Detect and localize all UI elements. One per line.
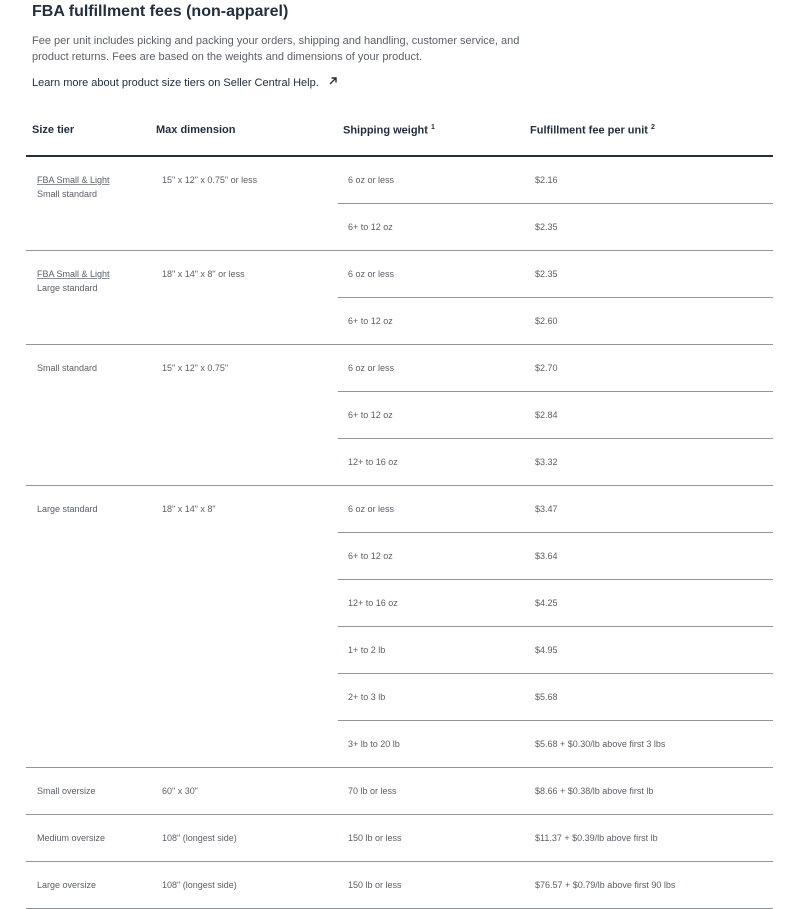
row-divider <box>338 720 773 721</box>
max-dimension-cell: 18" x 14" x 8" <box>162 504 216 514</box>
row-divider <box>338 391 773 392</box>
shipping-weight-cell: 6 oz or less <box>348 175 395 185</box>
size-tier-label: Small standard <box>37 363 98 373</box>
size-tier-cell <box>37 831 105 845</box>
fulfillment-fee-cell: $4.25 <box>535 598 558 608</box>
group-divider <box>26 814 773 815</box>
shipping-weight-cell: 6+ to 12 oz <box>348 551 393 561</box>
page-title: FBA fulfillment fees (non-apparel) <box>32 3 289 20</box>
fulfillment-fee-cell: $2.84 <box>535 410 558 420</box>
shipping-weight-cell: 6 oz or less <box>348 504 395 514</box>
header-shipping-weight-label: Shipping weight <box>343 124 428 137</box>
group-divider <box>26 861 773 862</box>
row-divider <box>338 532 773 533</box>
shipping-weight-cell: 6 oz or less <box>348 363 395 373</box>
fulfillment-fee-cell: $4.95 <box>535 645 558 655</box>
fulfillment-fee-cell: $2.16 <box>535 175 558 185</box>
row-divider <box>338 297 773 298</box>
row-divider <box>338 626 773 627</box>
header-shipping-weight <box>343 124 435 137</box>
max-dimension-cell: 15" x 12" x 0.75" or less <box>162 175 258 185</box>
group-divider <box>26 344 773 345</box>
shipping-weight-cell: 6+ to 12 oz <box>348 222 393 232</box>
shipping-weight-cell: 70 lb or less <box>348 786 397 796</box>
shipping-weight-cell: 2+ to 3 lb <box>348 692 386 702</box>
max-dimension-cell: 108" (longest side) <box>162 880 237 890</box>
max-dimension-cell: 15" x 12" x 0.75" <box>162 363 229 373</box>
header-size-tier: Size tier <box>32 124 75 136</box>
fulfillment-fee-cell: $2.60 <box>535 316 558 326</box>
shipping-weight-cell: 150 lb or less <box>348 833 402 843</box>
shipping-weight-cell: 6 oz or less <box>348 269 395 279</box>
size-tier-label: Small standard <box>37 189 98 199</box>
small-and-light-link[interactable]: FBA Small & Light <box>37 269 110 279</box>
fulfillment-fee-cell: $8.66 + $0.38/lb above first lb <box>535 786 654 796</box>
fulfillment-fee-cell: $2.35 <box>535 269 558 279</box>
fulfillment-fee-cell: $3.32 <box>535 457 558 467</box>
size-tier-cell <box>37 267 110 295</box>
fulfillment-fee-cell: $2.70 <box>535 363 558 373</box>
fulfillment-fee-cell: $3.47 <box>535 504 558 514</box>
row-divider <box>338 673 773 674</box>
shipping-weight-cell: 12+ to 16 oz <box>348 457 398 467</box>
size-tier-cell <box>37 878 96 892</box>
learn-more-text[interactable]: Learn more about product size tiers on Seller Central Help. <box>32 77 319 89</box>
size-tier-label: Large standard <box>37 504 98 514</box>
size-tier-label: Large oversize <box>37 880 97 890</box>
external-link-icon[interactable] <box>328 76 338 86</box>
fee-table-body <box>0 157 801 892</box>
max-dimension-cell: 108" (longest side) <box>162 833 237 843</box>
header-fulfillment-fee-label: Fulfillment fee per unit <box>530 124 648 137</box>
learn-more-link[interactable] <box>32 76 338 89</box>
size-tier-cell <box>37 502 98 516</box>
header-fulfillment-fee <box>530 124 655 137</box>
row-divider <box>338 203 773 204</box>
size-tier-label: Small oversize <box>37 786 96 796</box>
max-dimension-cell: 60" x 30" <box>162 786 198 796</box>
size-tier-cell <box>37 784 96 798</box>
shipping-weight-cell: 6+ to 12 oz <box>348 316 393 326</box>
fulfillment-fee-cell: $2.35 <box>535 222 558 232</box>
size-tier-label: Medium oversize <box>37 833 106 843</box>
shipping-weight-cell: 1+ to 2 lb <box>348 645 386 655</box>
footnote-marker: 1 <box>431 124 435 131</box>
shipping-weight-cell: 3+ lb to 20 lb <box>348 739 400 749</box>
fulfillment-fee-cell: $3.64 <box>535 551 558 561</box>
footnote-marker: 2 <box>651 124 655 131</box>
group-divider <box>26 767 773 768</box>
row-divider <box>338 438 773 439</box>
size-tier-cell <box>37 361 97 375</box>
size-tier-cell <box>37 173 110 201</box>
row-divider <box>338 579 773 580</box>
shipping-weight-cell: 150 lb or less <box>348 880 402 890</box>
size-tier-label: Large standard <box>37 283 98 293</box>
shipping-weight-cell: 6+ to 12 oz <box>348 410 393 420</box>
fee-description: Fee per unit includes picking and packing your orders, shipping and handling, customer service, and product returns. Fees are based on the weights and dimensions of your product. <box>32 35 520 63</box>
shipping-weight-cell: 12+ to 16 oz <box>348 598 398 608</box>
group-divider <box>26 250 773 251</box>
max-dimension-cell: 18" x 14" x 8" or less <box>162 269 245 279</box>
fulfillment-fee-cell: $76.57 + $0.79/lb above first 90 lbs <box>535 880 676 890</box>
fulfillment-fee-cell: $5.68 + $0.30/lb above first 3 lbs <box>535 739 666 749</box>
header-max-dimension: Max dimension <box>156 124 236 136</box>
fulfillment-fee-cell: $11.37 + $0.39/lb above first lb <box>535 833 658 843</box>
fulfillment-fee-cell: $5.68 <box>535 692 558 702</box>
group-divider <box>26 485 773 486</box>
small-and-light-link[interactable]: FBA Small & Light <box>37 175 110 185</box>
